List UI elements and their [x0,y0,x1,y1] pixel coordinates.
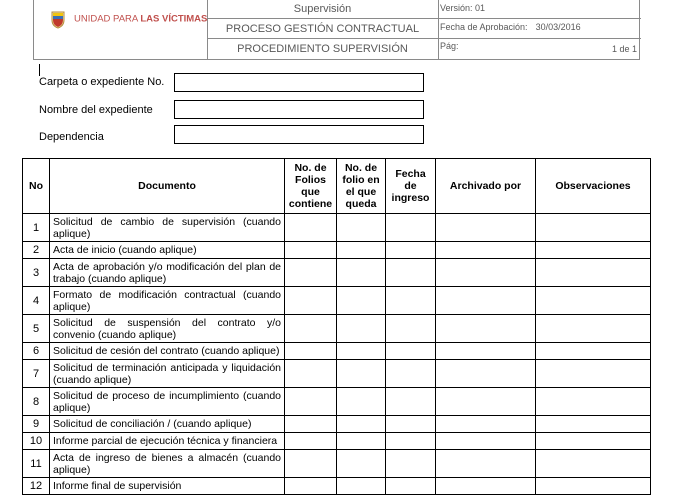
header-approval [438,18,641,39]
folios-cell[interactable] [285,259,337,287]
row-document: Solicitud de cambio de supervisión (cuando aplique) [50,214,285,242]
col-fecha: Fecha de ingreso [386,159,436,214]
folios-cell[interactable] [285,242,337,259]
fecha-cell[interactable] [386,388,436,416]
archivado-cell[interactable] [436,287,536,315]
colombia-shield-icon [48,9,68,29]
observaciones-cell[interactable] [536,360,651,388]
col-observaciones: Observaciones [536,159,651,214]
folio-queda-cell[interactable] [337,287,386,315]
folios-cell[interactable] [285,416,337,433]
archivado-cell[interactable] [436,242,536,259]
logo-text-bold: LAS VÍCTIMAS [140,13,208,25]
archivado-cell[interactable] [436,450,536,478]
table-row [23,478,651,495]
table-row [23,360,651,388]
observaciones-cell[interactable] [536,433,651,450]
row-document: Solicitud de terminación anticipada y liquidación (cuando aplique) [50,360,285,388]
observaciones-cell[interactable] [536,259,651,287]
folios-cell[interactable] [285,343,337,360]
row-document: Solicitud de conciliación / (cuando aplique) [50,416,285,433]
table-row [23,450,651,478]
row-number: 11 [23,450,50,478]
header-titles [207,0,439,59]
folio-queda-cell[interactable] [337,388,386,416]
fecha-cell[interactable] [386,360,436,388]
approval-label: Fecha de Aprobación: [440,22,528,32]
folios-cell[interactable] [285,478,337,495]
row-document: Informe final de supervisión [50,478,285,495]
fecha-cell[interactable] [386,214,436,242]
folio-queda-cell[interactable] [337,343,386,360]
row-number: 4 [23,287,50,315]
archivado-cell[interactable] [436,388,536,416]
fecha-cell[interactable] [386,433,436,450]
table-row [23,343,651,360]
col-folio-queda: No. de folio en el que queda [337,159,386,214]
row-document: Acta de inicio (cuando aplique) [50,242,285,259]
logo-text-regular: UNIDAD PARA [74,13,141,25]
fecha-cell[interactable] [386,287,436,315]
row-number: 5 [23,315,50,343]
header-page [438,38,641,60]
header-procedure: PROCEDIMIENTO SUPERVISIÓN [207,38,438,60]
fecha-cell[interactable] [386,343,436,360]
nombre-field[interactable] [174,100,424,119]
col-archivado: Archivado por [436,159,536,214]
row-document: Acta de ingreso de bienes a almacén (cuando aplique) [50,450,285,478]
fecha-cell[interactable] [386,242,436,259]
row-document: Solicitud de cesión del contrato (cuando aplique) [50,343,285,360]
row-number: 6 [23,343,50,360]
folio-queda-cell[interactable] [337,259,386,287]
dependencia-label: Dependencia [39,131,104,143]
row-number: 12 [23,478,50,495]
observaciones-cell[interactable] [536,214,651,242]
folio-queda-cell[interactable] [337,433,386,450]
row-number: 1 [23,214,50,242]
observaciones-cell[interactable] [536,287,651,315]
page-label: Pág: [440,41,459,51]
table-row [23,242,651,259]
table-row [23,315,651,343]
archivado-cell[interactable] [436,315,536,343]
folio-queda-cell[interactable] [337,360,386,388]
col-documento: Documento [50,159,285,214]
archivado-cell[interactable] [436,416,536,433]
folios-cell[interactable] [285,360,337,388]
archivado-cell[interactable] [436,214,536,242]
folios-cell[interactable] [285,388,337,416]
observaciones-cell[interactable] [536,388,651,416]
nombre-label: Nombre del expediente [39,104,153,116]
folio-queda-cell[interactable] [337,450,386,478]
folios-cell[interactable] [285,450,337,478]
header-process: PROCESO GESTIÓN CONTRACTUAL [207,18,438,39]
header-version: Versión: 01 [440,3,486,13]
row-document: Solicitud de proceso de incumplimiento (cuando aplique) [50,388,285,416]
archivado-cell[interactable] [436,478,536,495]
row-number: 7 [23,360,50,388]
row-number: 9 [23,416,50,433]
table-row [23,287,651,315]
observaciones-cell[interactable] [536,450,651,478]
table-row [23,416,651,433]
row-number: 3 [23,259,50,287]
table-header-row [23,159,651,214]
table-row [23,214,651,242]
dependencia-field[interactable] [174,125,424,144]
row-number: 10 [23,433,50,450]
folio-queda-cell[interactable] [337,315,386,343]
folios-cell[interactable] [285,214,337,242]
text-cursor [39,64,40,76]
observaciones-cell[interactable] [536,315,651,343]
header-title: Supervisión [293,3,352,15]
table-row [23,388,651,416]
approval-date: 30/03/2016 [535,22,581,32]
table-row [23,433,651,450]
fecha-cell[interactable] [386,416,436,433]
row-document: Informe parcial de ejecución técnica y financiera [50,433,285,450]
observaciones-cell[interactable] [536,478,651,495]
row-document: Solicitud de suspensión del contrato y/o convenio (cuando aplique) [50,315,285,343]
fecha-cell[interactable] [386,315,436,343]
folio-queda-cell[interactable] [337,478,386,495]
archivado-cell[interactable] [436,360,536,388]
row-document: Formato de modificación contractual (cuando aplique) [50,287,285,315]
row-number: 2 [23,242,50,259]
col-folios: No. de Folios que contiene [285,159,337,214]
document-checklist-table [22,158,651,495]
observaciones-cell[interactable] [536,416,651,433]
carpeta-label: Carpeta o expediente No. [39,76,165,88]
folio-queda-cell[interactable] [337,416,386,433]
folios-cell[interactable] [285,315,337,343]
carpeta-field[interactable] [174,73,424,92]
archivado-cell[interactable] [436,259,536,287]
observaciones-cell[interactable] [536,343,651,360]
col-no: No [23,159,50,214]
folio-queda-cell[interactable] [337,242,386,259]
header-meta [438,0,639,59]
page-value: 1 de 1 [611,44,637,54]
folio-queda-cell[interactable] [337,214,386,242]
row-document: Acta de aprobación y/o modificación del plan de trabajo (cuando aplique) [50,259,285,287]
folios-cell[interactable] [285,433,337,450]
fecha-cell[interactable] [386,478,436,495]
fecha-cell[interactable] [386,259,436,287]
logo-cell [34,0,208,59]
fecha-cell[interactable] [386,450,436,478]
folios-cell[interactable] [285,287,337,315]
row-number: 8 [23,388,50,416]
unidad-victimas-logo [48,9,207,29]
archivado-cell[interactable] [436,433,536,450]
document-header [33,0,640,60]
observaciones-cell[interactable] [536,242,651,259]
table-row [23,259,651,287]
archivado-cell[interactable] [436,343,536,360]
